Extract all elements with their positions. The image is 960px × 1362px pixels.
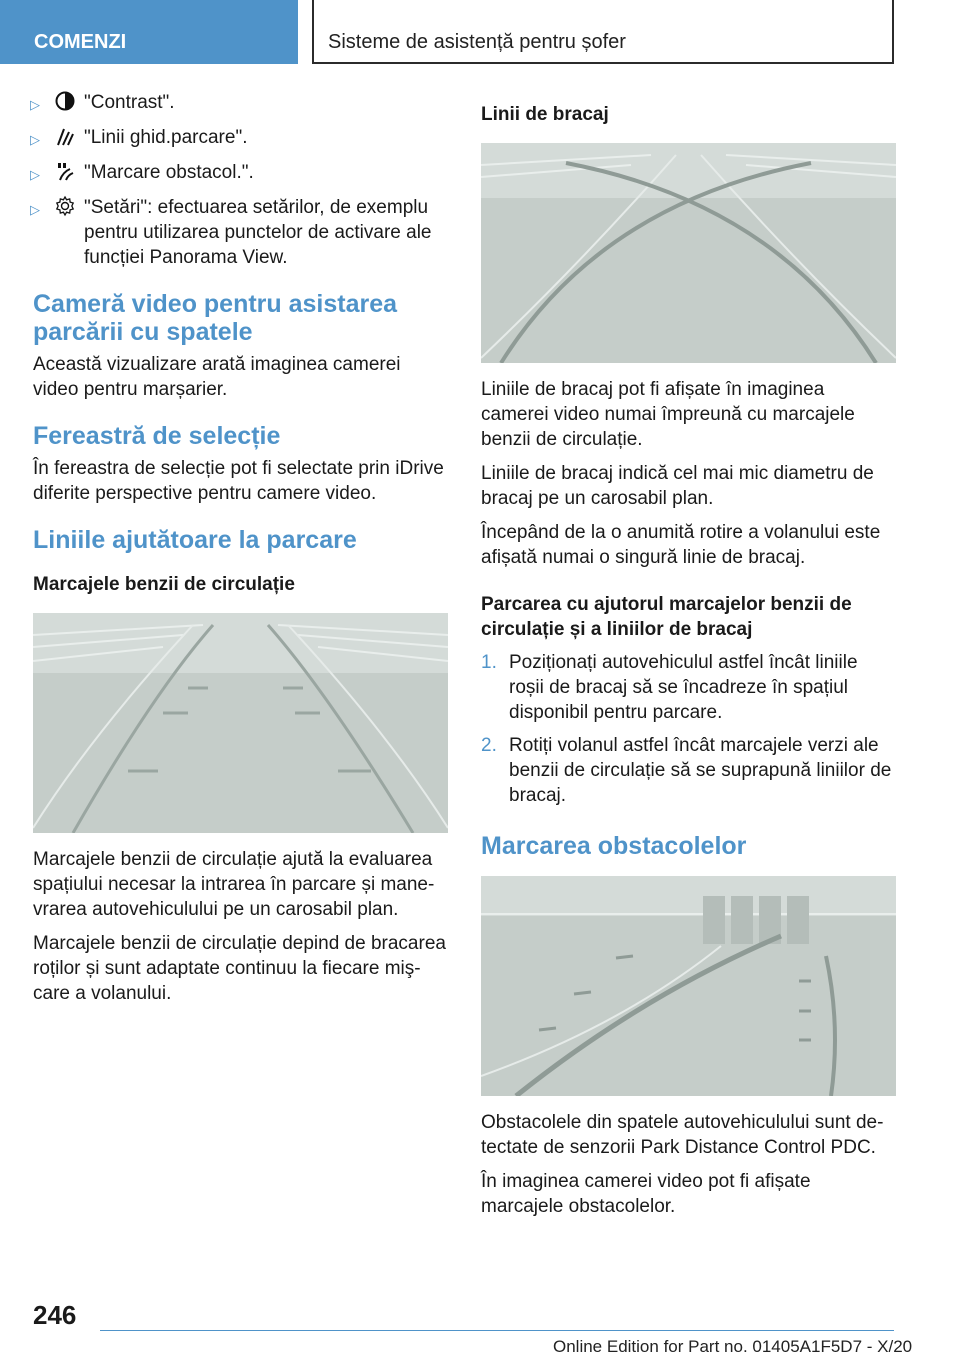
footer-edition: Online Edition for Part no. 01405A1F5D7 - X/20 <box>553 1337 913 1356</box>
section-tab: COMENZI <box>0 0 298 64</box>
section-heading: Fereastră de selecție <box>33 422 281 450</box>
paragraph: În imaginea camerei video pot fi afișate marcajele obstacolelor. <box>481 1171 811 1217</box>
paragraph: Marcajele benzii de circulație depind de bracarea roților și sunt adaptate continuu la fiecare mişcare a volanului. <box>33 933 446 1004</box>
list-item-text: "Marcare obstacol.". <box>84 162 254 183</box>
list-item <box>0 90 448 117</box>
triangle-bullet-icon: ▷ <box>30 167 40 182</box>
left-column <box>30 90 448 1015</box>
list-item <box>481 650 896 725</box>
paragraph: Obstacolele din spatele autovehiculului sunt detectate de senzorii Park Distance Control PDC. <box>481 1112 884 1158</box>
settings-gear-icon <box>54 195 76 217</box>
paragraph: Liniile de bracaj indică cel mai mic diametru de bracaj pe un carosabil plan. <box>481 463 874 509</box>
parking-guide-lines-icon <box>54 125 76 147</box>
step-number: 2. <box>481 735 497 756</box>
paragraph: Marcajele benzii de circulație ajută la evaluarea spațiului necesar la intrarea în parcare și manevrarea autovehiculului pe un carosabil plan. <box>33 849 435 920</box>
list-item-text: "Linii ghid.parcare". <box>84 127 248 148</box>
section-heading: Liniile ajutătoare la parcare <box>33 526 357 554</box>
steering-lines-illustration <box>481 143 896 363</box>
page-number: 246 <box>33 1300 77 1330</box>
paragraph: Începând de la o anumită rotire a volanului este afișată numai o singură linie de bracaj. <box>481 522 881 568</box>
steps-list <box>481 650 896 808</box>
obstacle-marking-illustration <box>481 876 896 1096</box>
list-item <box>0 195 448 270</box>
list-item-text: "Setări": efectuarea setărilor, de exemplu pentru utilizarea punctelor de activare ale funcției Panorama View. <box>84 197 432 268</box>
step-text: Rotiți volanul astfel încât marcajele verzi ale benzii de circulație să se suprapună liniilor de bracaj. <box>509 735 892 806</box>
chapter-title: Sisteme de asistență pentru șofer <box>312 0 894 64</box>
subsection-heading: Marcajele benzii de circulație <box>33 574 295 595</box>
paragraph: Liniile de bracaj pot fi afișate în imaginea camerei video numai împreună cu marcajele benzii de circulație. <box>481 379 855 450</box>
section-heading: Marcarea obstacolelor <box>481 832 747 860</box>
list-item <box>0 160 448 187</box>
list-item <box>481 733 896 808</box>
contrast-icon <box>54 90 76 112</box>
subsection-heading: Parcarea cu ajutorul marcajelor benzii de circulație și a liniilor de bracaj <box>481 594 852 640</box>
obstacle-marking-icon <box>54 160 76 182</box>
list-item-text: "Contrast". <box>84 92 175 113</box>
triangle-bullet-icon: ▷ <box>30 132 40 147</box>
list-item <box>0 125 448 152</box>
paragraph: Această vizualizare arată imaginea camerei video pentru marșarier. <box>33 354 401 400</box>
right-column <box>481 90 896 1228</box>
triangle-bullet-icon: ▷ <box>30 97 40 112</box>
paragraph: În fereastra de selecție pot fi selectate prin iDrive diferite perspective pentru camere video. <box>33 458 444 504</box>
footer-divider <box>100 1330 894 1331</box>
step-text: Poziționați autovehiculul astfel încât liniile roșii de bracaj să se încadreze în spațiul disponibil pentru parcare. <box>509 652 858 723</box>
subsection-heading: Linii de bracaj <box>481 104 609 125</box>
lane-markings-illustration <box>33 613 448 833</box>
step-number: 1. <box>481 652 497 673</box>
triangle-bullet-icon: ▷ <box>30 202 40 217</box>
section-heading: Cameră video pentru asistarea parcării cu spatele <box>33 290 398 346</box>
